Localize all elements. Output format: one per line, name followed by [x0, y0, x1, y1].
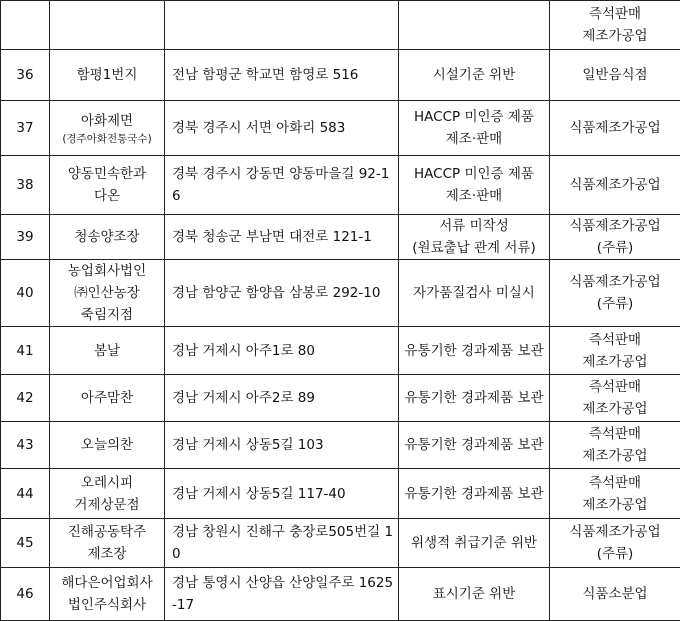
cell-business-type [550, 422, 680, 469]
row-number: 39 [5, 226, 45, 248]
row-number: 44 [5, 483, 45, 505]
row-number: 46 [5, 583, 45, 605]
cell-violation [399, 519, 550, 568]
row-number: 45 [5, 532, 45, 554]
business-name-line: 농업회사법인 [54, 260, 160, 282]
address-text: 경북 경주시 서면 아화리 583 [172, 117, 394, 139]
business-type-line: 제조가공업 [554, 351, 676, 373]
cell-business-type [550, 568, 680, 621]
cell-business-type [550, 50, 680, 101]
table-row [1, 327, 680, 375]
row-number: 36 [5, 64, 45, 86]
cell-no [1, 327, 50, 375]
business-type-line: (주류) [554, 237, 676, 259]
violation-line: 위생적 취급기준 위반 [403, 532, 545, 554]
violation-line: (원료출납 관계 서류) [403, 237, 545, 259]
business-type-line: 즉석판매 [554, 329, 676, 351]
cell-no [1, 469, 50, 519]
type-line: 제조가공업 [554, 25, 676, 47]
row-number: 43 [5, 434, 45, 456]
row-number: 37 [5, 117, 45, 139]
cell-business-type [550, 519, 680, 568]
cell-no [1, 375, 50, 422]
cell-no [1, 101, 50, 156]
cell-address [165, 568, 399, 621]
table-row [1, 422, 680, 469]
violation-line: 유통기한 경과제품 보관 [403, 340, 545, 362]
row-number: 38 [5, 174, 45, 196]
cell-name [50, 50, 165, 101]
table-row [1, 215, 680, 260]
address-text: 경남 함양군 함양읍 삼봉로 292-10 [172, 282, 394, 304]
business-type-line: 제조가공업 [554, 494, 676, 516]
business-name-line: 오레시피 [54, 472, 160, 494]
cell-business-type [550, 156, 680, 215]
address-text: 경남 거제시 아주2로 89 [172, 387, 394, 409]
cell-name [50, 156, 165, 215]
cell-business-type [550, 1, 680, 50]
violation-line: HACCP 미인증 제품 [403, 163, 545, 185]
cell-no [1, 1, 50, 50]
cell-name [50, 469, 165, 519]
cell-business-type [550, 215, 680, 260]
business-type-line: (주류) [554, 293, 676, 315]
cell-business-type [550, 260, 680, 327]
violation-line: 유통기한 경과제품 보관 [403, 434, 545, 456]
cell-no [1, 260, 50, 327]
address-text: 경남 거제시 상동5길 117-40 [172, 483, 394, 505]
table-row [1, 519, 680, 568]
address-text: 경남 거제시 상동5길 103 [172, 434, 394, 456]
cell-violation [399, 156, 550, 215]
cell-address [165, 50, 399, 101]
violation-line: 유통기한 경과제품 보관 [403, 483, 545, 505]
cell-name [50, 519, 165, 568]
table-row [1, 469, 680, 519]
business-name-line: 거제상문점 [54, 494, 160, 516]
address-text: 경북 경주시 강동면 양동마을길 92-16 [172, 163, 394, 207]
address-text: 경남 거제시 아주1로 80 [172, 340, 394, 362]
cell-address [165, 519, 399, 568]
business-name-line: 오늘의찬 [54, 434, 160, 456]
cell-no [1, 568, 50, 621]
business-type-line: 제조가공업 [554, 445, 676, 467]
business-name-line: ㈜인산농장 [54, 282, 160, 304]
table-row [1, 156, 680, 215]
business-type-line: (주류) [554, 543, 676, 565]
cell-name [50, 1, 165, 50]
cell-violation [399, 1, 550, 50]
cell-violation [399, 375, 550, 422]
cell-no [1, 519, 50, 568]
business-type-line: 일반음식점 [554, 64, 676, 86]
cell-violation [399, 101, 550, 156]
business-name-line: 함평1번지 [54, 64, 160, 86]
business-name-line: 봄날 [54, 340, 160, 362]
cell-name [50, 101, 165, 156]
cell-address [165, 260, 399, 327]
cell-violation [399, 422, 550, 469]
violation-line: 자가품질검사 미실시 [403, 282, 545, 304]
business-name-line: 양동민속한과 [54, 163, 160, 185]
business-name-line: 아화제면 [54, 110, 160, 132]
violation-line: 표시기준 위반 [403, 583, 545, 605]
cell-name [50, 260, 165, 327]
address-text: 경북 청송군 부남면 대전로 121-1 [172, 226, 394, 248]
business-name-line: 진해공동탁주 [54, 521, 160, 543]
table-row [1, 375, 680, 422]
cell-name [50, 422, 165, 469]
business-name-line: 다온 [54, 185, 160, 207]
business-name-line: 제조장 [54, 543, 160, 565]
business-name-line: 법인주식회사 [54, 594, 160, 616]
business-type-line: 식품제조가공업 [554, 215, 676, 237]
type-line: 즉석판매 [554, 3, 676, 25]
cell-name [50, 568, 165, 621]
cell-business-type [550, 375, 680, 422]
business-name-line: 죽림지점 [54, 304, 160, 326]
cell-business-type [550, 327, 680, 375]
cell-address [165, 156, 399, 215]
table-row [1, 50, 680, 101]
business-name-line: 아주맘찬 [54, 387, 160, 409]
business-name-sub: (경주아화전통국수) [54, 132, 160, 146]
cell-business-type [550, 469, 680, 519]
cell-no [1, 50, 50, 101]
violation-line: HACCP 미인증 제품 [403, 106, 545, 128]
cell-name [50, 215, 165, 260]
violation-line: 시설기준 위반 [403, 64, 545, 86]
cell-no [1, 156, 50, 215]
cell-violation [399, 469, 550, 519]
address-text: 경남 통영시 산양읍 산양일주로 1625-17 [172, 572, 394, 616]
business-type-line: 식품제조가공업 [554, 271, 676, 293]
table-row [1, 568, 680, 621]
cell-no [1, 215, 50, 260]
cell-violation [399, 215, 550, 260]
cell-violation [399, 50, 550, 101]
cell-address [165, 422, 399, 469]
row-number: 41 [5, 340, 45, 362]
cell-no [1, 422, 50, 469]
violation-line: 제조·판매 [403, 128, 545, 150]
table-row [1, 260, 680, 327]
cell-violation [399, 327, 550, 375]
cell-address [165, 1, 399, 50]
address-text: 경남 창원시 진해구 충장로505번길 10 [172, 521, 394, 565]
cell-name [50, 327, 165, 375]
cell-business-type [550, 101, 680, 156]
violation-line: 유통기한 경과제품 보관 [403, 387, 545, 409]
business-name-line: 청송양조장 [54, 226, 160, 248]
cell-address [165, 101, 399, 156]
table-row [1, 101, 680, 156]
violation-line: 제조·판매 [403, 185, 545, 207]
business-type-line: 즉석판매 [554, 472, 676, 494]
cell-violation [399, 260, 550, 327]
business-type-line: 식품제조가공업 [554, 174, 676, 196]
cell-violation [399, 568, 550, 621]
business-type-line: 즉석판매 [554, 376, 676, 398]
business-name-line: 해다은어업회사 [54, 572, 160, 594]
cell-name [50, 375, 165, 422]
cell-address [165, 375, 399, 422]
business-type-line: 제조가공업 [554, 398, 676, 420]
row-number: 42 [5, 387, 45, 409]
row-number: 40 [5, 282, 45, 304]
table-row-partial [1, 1, 680, 50]
cell-address [165, 327, 399, 375]
address-text: 전남 함평군 학교면 함영로 516 [172, 64, 394, 86]
business-type-line: 식품제조가공업 [554, 521, 676, 543]
business-type-line: 식품제조가공업 [554, 117, 676, 139]
cell-address [165, 215, 399, 260]
business-type-line: 식품소분업 [554, 583, 676, 605]
business-type-line: 즉석판매 [554, 423, 676, 445]
cell-address [165, 469, 399, 519]
violation-line: 서류 미작성 [403, 215, 545, 237]
